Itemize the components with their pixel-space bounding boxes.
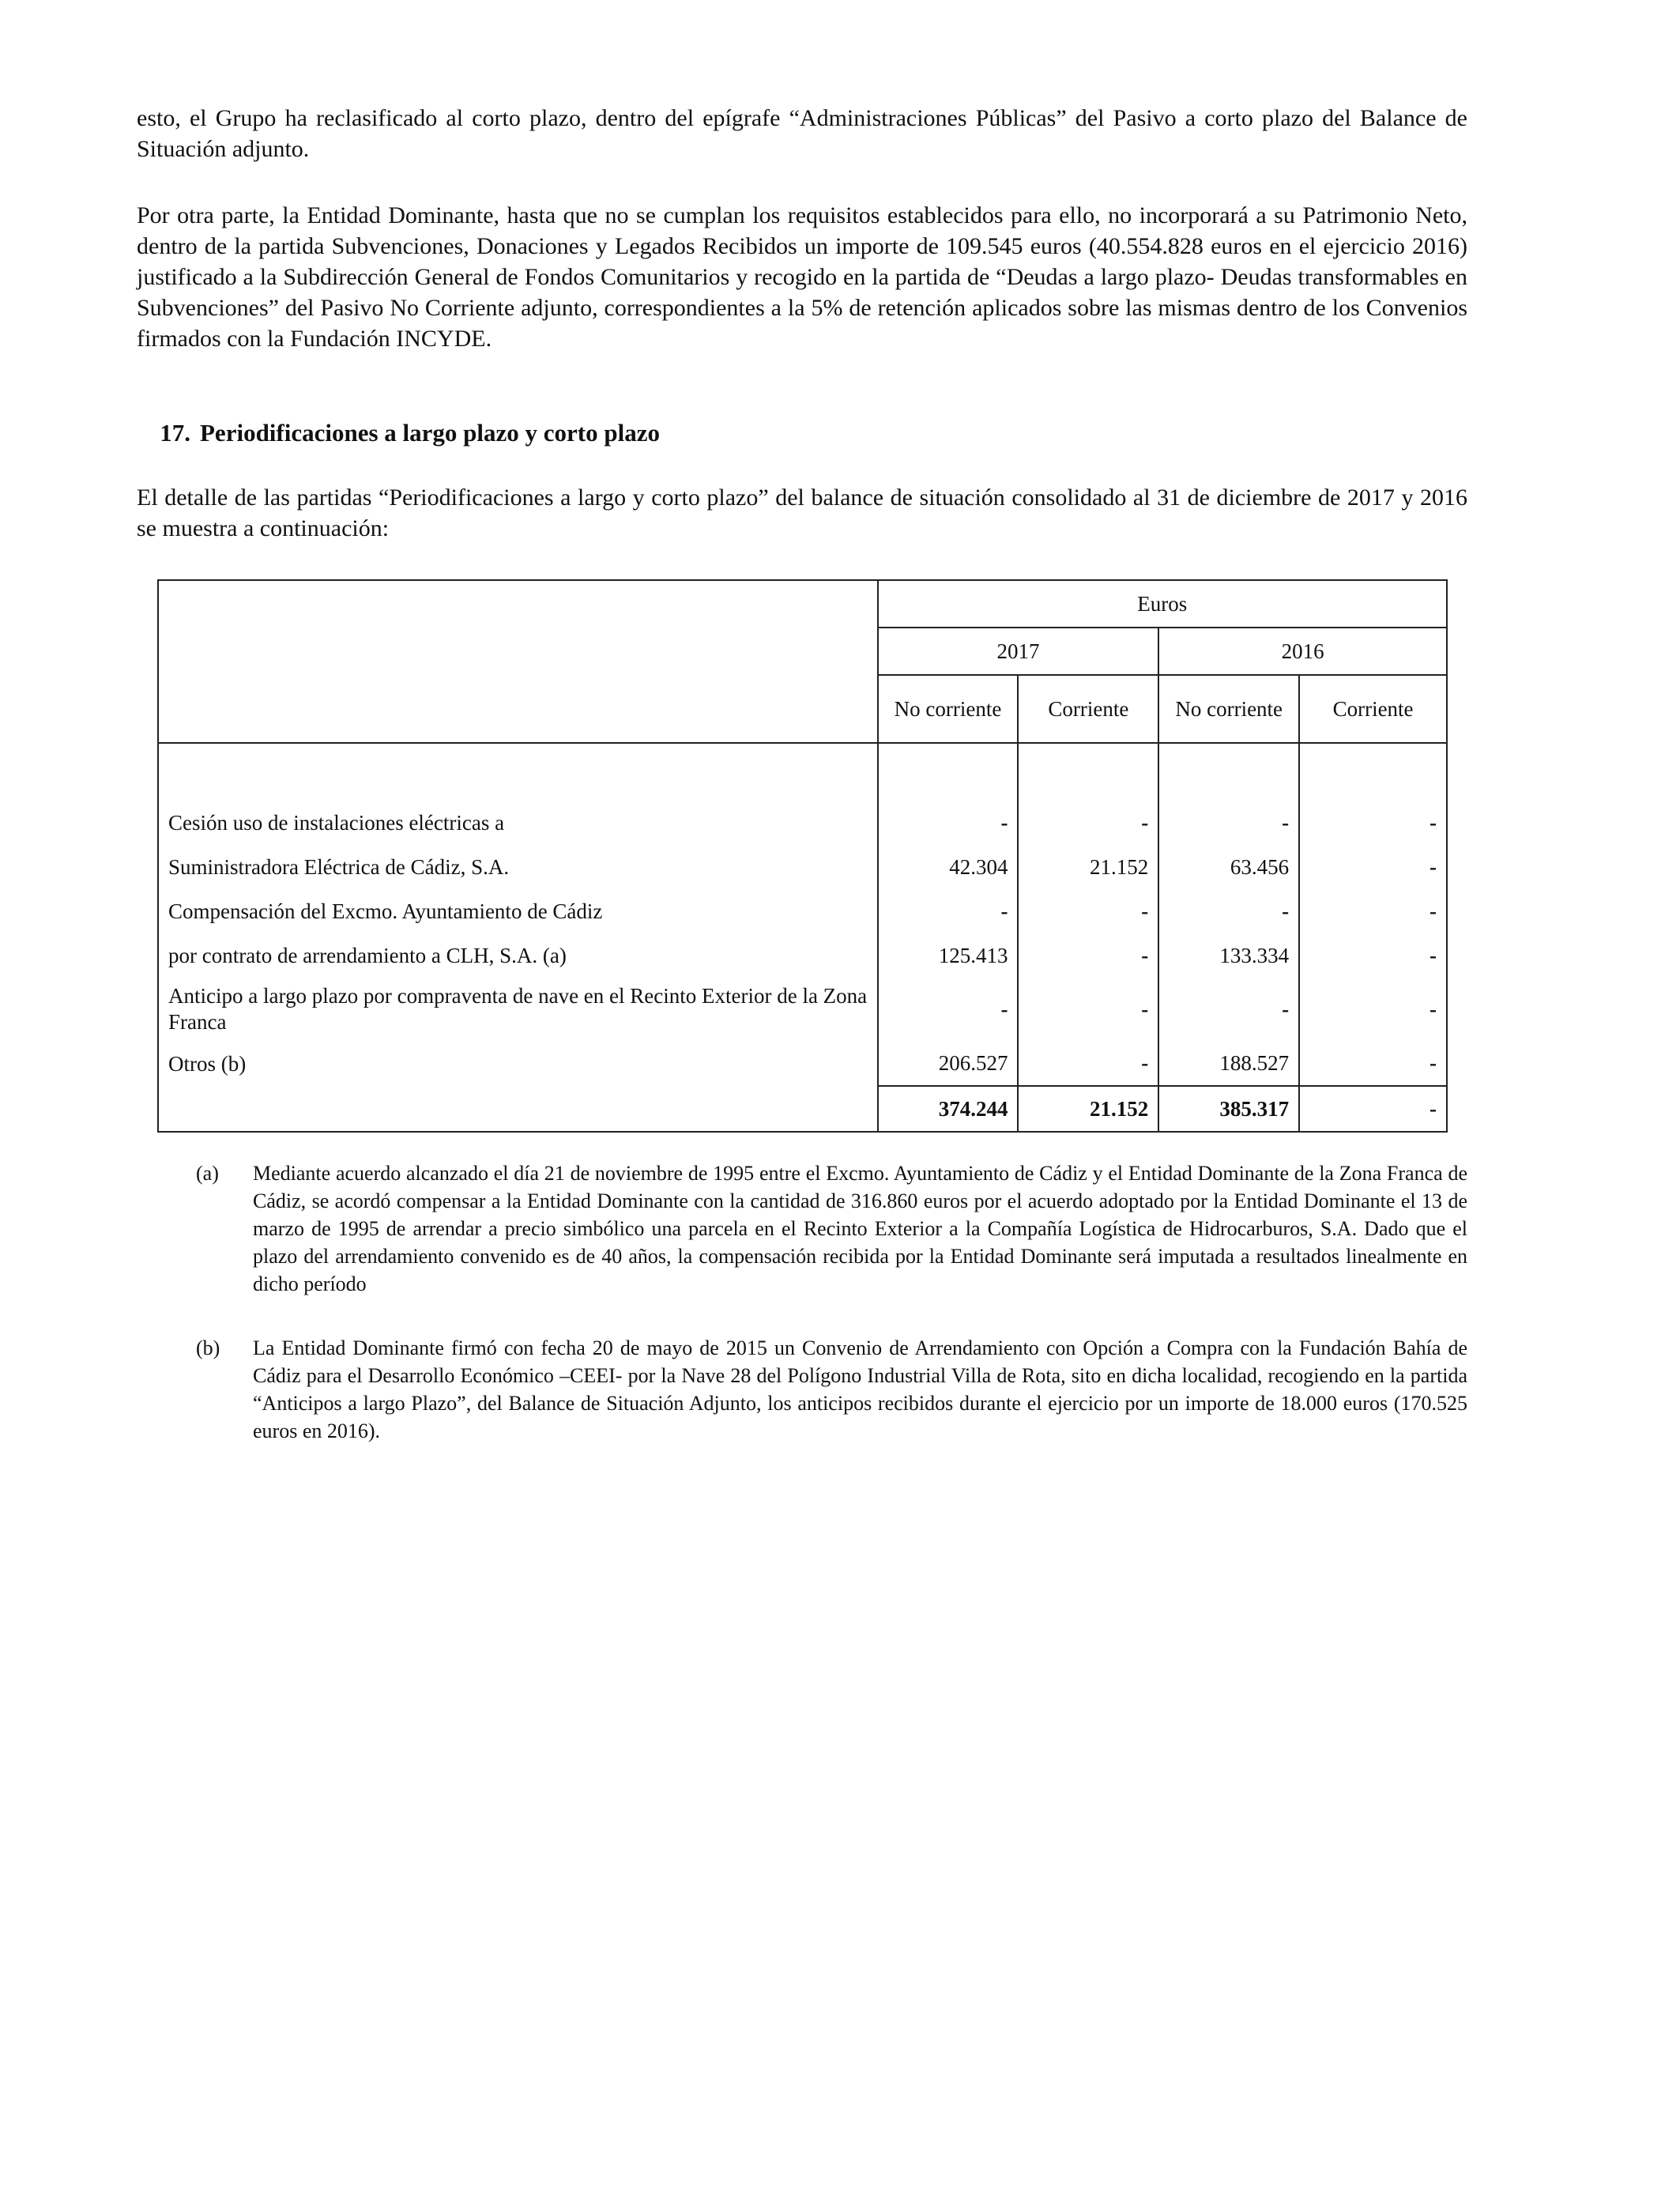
table-row — [158, 801, 1447, 845]
paragraph-patrimonio-neto: Por otra parte, la Entidad Dominante, hasta que no se cumplan los requisitos establecidos para ello, no incorporará a su Patrimonio Neto, dentro de la partida Subvenciones, Donaciones y Legados Recibidos un importe de 109.545 euros (40.554.828 euros en el ejercicio 2016) justificado a la Subdirección General de Fondos Comunitarios y recogido en la partida de “Deudas a largo plazo- Deudas transformables en Subvenciones” del Pasivo No Corriente adjunto, correspondientes a la 5% de retención aplicados sobre las mismas dentro de los Convenios firmados con la Fundación INCYDE. — [137, 202, 1467, 352]
cell-value: 42.304 — [878, 845, 1019, 889]
table-row — [158, 1041, 1447, 1086]
year-header-2016: 2016 — [1158, 628, 1447, 675]
spacer-cell — [1299, 743, 1447, 801]
column-header: Corriente — [1299, 675, 1447, 743]
total-value: 374.244 — [878, 1086, 1019, 1132]
periodificaciones-table — [157, 579, 1448, 1129]
paragraph-reclassification: esto, el Grupo ha reclasificado al corto plazo, dentro del epígrafe “Administraciones Públicas” del Pasivo a corto plazo del Balance de Situación adjunto. — [137, 105, 1467, 162]
spacer-cell — [1158, 743, 1299, 801]
currency-header: Euros — [878, 580, 1447, 628]
footnote-text: Mediante acuerdo alcanzado el día 21 de noviembre de 1995 entre el Excmo. Ayuntamiento de Cádiz y el Entidad Dominante de la Zona Franca de Cádiz, se acordó compensar a la Entidad Dominante con la cantidad de 316.860 euros por el acuerdo adoptado por la Entidad Dominante el 13 de marzo de 1995 de arrendar a precio simbólico una parcela en el Recinto Exterior a la Compañía Logística de Hidrocarburos, S.A. Dado que el plazo del arrendamiento convenido es de 40 años, la compensación recibida por la Entidad Dominante será imputada a resultados linealmente en dicho período — [253, 1162, 1467, 1295]
table-row — [158, 845, 1447, 889]
cell-value: - — [1299, 845, 1447, 889]
row-label: Otros (b) — [168, 1051, 247, 1076]
footnote-text: La Entidad Dominante firmó con fecha 20 de mayo de 2015 un Convenio de Arrendamiento con Opción a Compra con la Fundación Bahía de Cádiz para el Desarrollo Económico –CEEI- por la Nave 28 del Polígono Industrial Villa de Rota, sito en dicha localidad, recogiendo en la partida “Anticipos a largo Plazo”, del Balance de Situación Adjunto, los anticipos recibidos durante el ejercicio por un importe de 18.000 euros (170.525 euros en 2016). — [253, 1336, 1467, 1442]
column-header: Corriente — [1018, 675, 1158, 743]
cell-value: - — [1158, 889, 1299, 933]
cell-value: 188.527 — [1158, 1041, 1299, 1086]
cell-value: - — [1018, 889, 1158, 933]
column-header: No corriente — [878, 675, 1019, 743]
table-row — [158, 933, 1447, 978]
cell-value: - — [1158, 978, 1299, 1041]
spacer-cell — [158, 743, 878, 801]
section-number: 17. — [160, 419, 190, 447]
cell-value: - — [1299, 933, 1447, 978]
spacer-cell — [1018, 743, 1158, 801]
row-label: Suministradora Eléctrica de Cádiz, S.A. — [168, 855, 510, 879]
row-label: Anticipo a largo plazo por compraventa de nave en el Recinto Exterior de la Zona Franca — [168, 984, 868, 1034]
totals-label-cell — [158, 1086, 878, 1132]
table-corner-cell — [158, 580, 878, 743]
cell-value: - — [1158, 801, 1299, 845]
cell-value: - — [1299, 1041, 1447, 1086]
column-header: No corriente — [1158, 675, 1299, 743]
section-title: Periodificaciones a largo plazo y corto plazo — [200, 419, 660, 447]
cell-value: 206.527 — [878, 1041, 1019, 1086]
row-label: por contrato de arrendamiento a CLH, S.A. (a) — [168, 944, 567, 967]
footnote-marker: (b) — [196, 1336, 220, 1359]
total-value: - — [1299, 1086, 1447, 1132]
spacer-cell — [878, 743, 1019, 801]
cell-value: - — [878, 978, 1019, 1041]
cell-value: - — [1018, 801, 1158, 845]
cell-value: - — [878, 801, 1019, 845]
cell-value: - — [1299, 801, 1447, 845]
row-label: Compensación del Excmo. Ayuntamiento de Cádiz — [168, 899, 603, 923]
section-heading — [137, 417, 1467, 448]
row-label: Cesión uso de instalaciones eléctricas a — [168, 811, 505, 835]
cell-value: - — [1018, 933, 1158, 978]
total-value: 21.152 — [1018, 1086, 1158, 1132]
cell-value: 125.413 — [878, 933, 1019, 978]
cell-value: - — [1299, 978, 1447, 1041]
cell-value: - — [1018, 1041, 1158, 1086]
cell-value: 133.334 — [1158, 933, 1299, 978]
table-row — [158, 889, 1447, 933]
cell-value: - — [1299, 889, 1447, 933]
cell-value: - — [1018, 978, 1158, 1041]
total-value: 385.317 — [1158, 1086, 1299, 1132]
footnote-marker: (a) — [196, 1162, 219, 1185]
cell-value: - — [878, 889, 1019, 933]
table-row — [158, 978, 1447, 1041]
cell-value: 21.152 — [1018, 845, 1158, 889]
cell-value: 63.456 — [1158, 845, 1299, 889]
year-header-2017: 2017 — [878, 628, 1159, 675]
section-intro: El detalle de las partidas “Periodificaciones a largo y corto plazo” del balance de situación consolidado al 31 de diciembre de 2017 y 2016 se muestra a continuación: — [137, 484, 1467, 541]
totals-row — [158, 1086, 1447, 1132]
